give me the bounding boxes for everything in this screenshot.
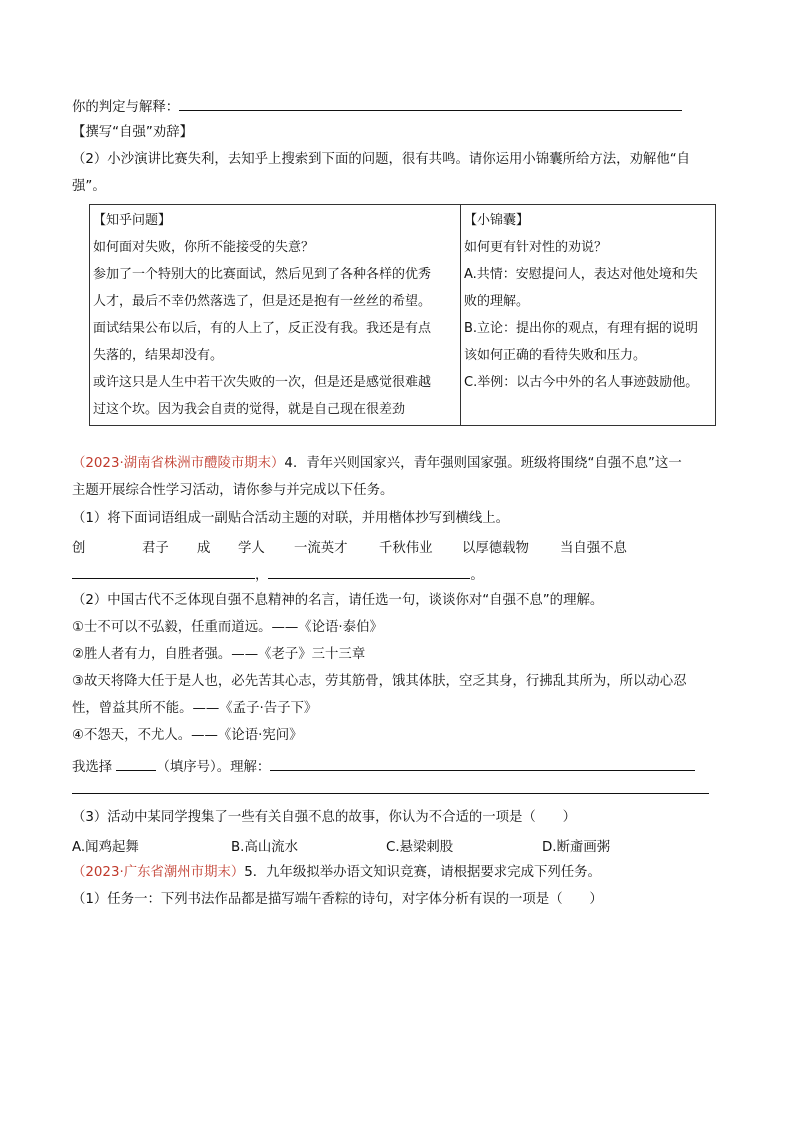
option-b[interactable]: B.高山流水 (231, 840, 299, 855)
zhihu-line: 人才，最后不幸仍然落选了，但是还是抱有一丝丝的希望。 (93, 294, 432, 309)
judge-line (72, 96, 682, 118)
couplet-word: 一流英才 (294, 541, 348, 556)
couplet-answer-line (72, 564, 484, 586)
option-a[interactable]: A.闻鸡起舞 (72, 840, 139, 855)
quote-item: ①士不可以不弘毅，任重而道远。——《论语·泰伯》 (72, 620, 383, 635)
judge-answer-blank[interactable] (179, 96, 682, 111)
couplet-word: 学人 (238, 541, 265, 556)
zhihu-line: 过这个坎。因为我会自责的觉得，就是自己现在很差劲 (93, 402, 406, 417)
couplet-period: 。 (470, 568, 484, 583)
choose-line (72, 756, 695, 778)
zhihu-line: 如何面对失败，你所不能接受的失意？ (93, 240, 315, 255)
zhihu-line: 失落的，结果却没有。 (93, 348, 224, 363)
q4-intro-text: 4．青年兴则国家兴，青年强则国家强。班级将围绕“自强不息”这一 (284, 456, 682, 471)
tips-line: C.举例：以古今中外的名人事迹鼓励他。 (464, 375, 699, 390)
couplet-word: 以厚德载物 (462, 541, 529, 556)
quote-item: 性，曾益其所不能。——《孟子·告子下》 (72, 701, 318, 716)
quote-item: ④不怨天，不尤人。——《论语·宪问》 (72, 728, 303, 743)
tips-line: B.立论：提出你的观点，有理有据的说明 (464, 321, 699, 336)
couplet-word: 成 (197, 541, 211, 556)
choose-suffix: （填序号）。理解： (156, 760, 271, 775)
choose-number-blank[interactable] (116, 756, 156, 771)
quote-item: ③故天将降大任于是人也，必先苦其心志，劳其筋骨，饿其体肤，空乏其身，行拂乱其所为，所以动心忍 (72, 674, 687, 689)
tips-line: 该如何正确的看待失败和压力。 (464, 348, 647, 363)
q2-prompt-line1: （2）小沙演讲比赛失利，去知乎上搜索到下面的问题，很有共鸣。请你运用小锦囊所给方法，劝解他“自 (72, 152, 691, 167)
q4-intro-line1 (72, 454, 682, 474)
option-d[interactable]: D.断齑画粥 (542, 840, 611, 855)
couplet-word: 千秋伟业 (379, 541, 433, 556)
q4-intro-line2: 主题开展综合性学习活动，请你参与并完成以下任务。 (72, 483, 394, 498)
quote-item: ②胜人者有力，自胜者强。——《老子》三十三章 (72, 647, 366, 662)
section-title: 【撰写“自强”劝辞】 (72, 125, 193, 140)
understanding-line2 (72, 779, 709, 801)
zhihu-question-cell (90, 205, 461, 426)
judge-label: 你的判定与解释： (72, 100, 180, 115)
q2-prompt-line2: 强”。 (72, 179, 106, 194)
tips-header: 【小锦囊】 (464, 213, 530, 228)
tips-line: 败的理解。 (464, 294, 530, 309)
couplet-word: 创 (72, 541, 86, 556)
tips-line: 如何更有针对性的劝说？ (464, 240, 608, 255)
zhihu-header: 【知乎问题】 (93, 213, 172, 228)
zhihu-line: 面试结果公布以后，有的人上了，反正没有我。我还是有点 (93, 321, 432, 336)
understanding-blank[interactable] (270, 756, 695, 771)
q4-sub1: （1）将下面词语组成一副贴合活动主题的对联，并用楷体抄写到横线上。 (72, 511, 510, 526)
tips-line: A.共情：安慰提问人，表达对他处境和失 (464, 267, 698, 282)
zhihu-tips-table (89, 204, 716, 426)
q4-sub2: （2）中国古代不乏体现自强不息精神的名言，请任选一句，谈谈你对“自强不息”的理解。 (72, 593, 604, 608)
q5-sub1: （1）任务一：下列书法作品都是描写端午香粽的诗句，对字体分析有误的一项是（ ） (72, 892, 603, 907)
understanding-blank-2[interactable] (72, 779, 709, 794)
couplet-upper-blank[interactable] (72, 564, 255, 579)
option-c[interactable]: C.悬梁刺股 (386, 840, 454, 855)
tips-cell (461, 205, 716, 426)
q5-source: （2023·广东省潮州市期末） (72, 865, 245, 880)
couplet-word: 当自强不息 (560, 541, 627, 556)
couplet-comma: ， (255, 568, 269, 583)
choose-prefix: 我选择 (72, 760, 117, 775)
couplet-lower-blank[interactable] (268, 564, 470, 579)
q5-intro-text: 5．九年级拟举办语文知识竞赛，请根据要求完成下列任务。 (244, 865, 601, 880)
q4-sub3: （3）活动中某同学搜集了一些有关自强不息的故事，你认为不合适的一项是（ ） (72, 810, 576, 825)
q5-intro (72, 863, 601, 883)
zhihu-line: 或许这只是人生中若干次失败的一次，但是还是感觉很难越 (93, 375, 432, 390)
zhihu-line: 参加了一个特别大的比赛面试，然后见到了各种各样的优秀 (93, 267, 432, 282)
q4-source: （2023·湖南省株洲市醴陵市期末） (72, 456, 285, 471)
couplet-word: 君子 (142, 541, 169, 556)
